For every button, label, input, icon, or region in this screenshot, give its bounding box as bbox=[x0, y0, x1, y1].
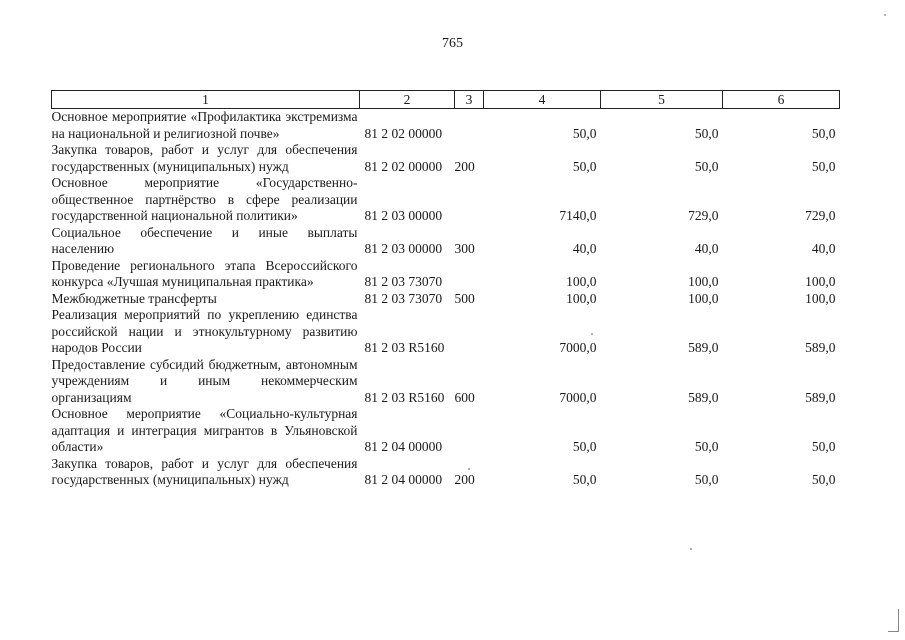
row-code: 81 2 03 R5160 bbox=[364, 340, 445, 355]
row-value-6: 729,0 bbox=[805, 208, 836, 223]
row-value-6: 589,0 bbox=[805, 340, 836, 355]
table-row bbox=[52, 109, 840, 143]
row-name: Предоставление субсидий бюджетным, автономным учреждениям и иным некоммерческим организациям bbox=[51, 356, 358, 405]
row-name: Социальное обеспечение и иные выплаты населению bbox=[51, 224, 358, 256]
page-number: 765 bbox=[442, 36, 463, 51]
row-value-5: 589,0 bbox=[688, 389, 719, 405]
row-value-4: 50,0 bbox=[572, 158, 597, 174]
row-value-5: 589,0 bbox=[688, 340, 719, 355]
header-col-6: 6 bbox=[723, 91, 840, 109]
header-col-2: 2 bbox=[360, 91, 455, 109]
row-expense-type bbox=[455, 175, 484, 225]
row-value-4: 50,0 bbox=[572, 439, 597, 454]
header-col-4: 4 bbox=[484, 91, 601, 109]
row-value-4: 100,0 bbox=[566, 290, 597, 306]
table-row bbox=[52, 142, 840, 175]
scan-edge-mark bbox=[888, 609, 899, 632]
row-name: Основное мероприятие «Профилактика экстремизма на национальной и религиозной почве» bbox=[51, 109, 358, 141]
table-row bbox=[52, 258, 840, 291]
table-body bbox=[52, 109, 840, 489]
header-col-3: 3 bbox=[455, 91, 484, 109]
row-value-4: 7000,0 bbox=[559, 340, 597, 355]
header-col-1: 1 bbox=[52, 91, 360, 109]
row-name: Реализация мероприятий по укреплению единства российской нации и этнокультурному развитию народов России bbox=[51, 307, 358, 355]
row-code: 81 2 02 00000 bbox=[364, 125, 443, 141]
table-row bbox=[52, 456, 840, 489]
table-row bbox=[52, 291, 840, 308]
row-value-6: 40,0 bbox=[811, 241, 836, 256]
table-header bbox=[52, 91, 840, 109]
row-expense-type bbox=[455, 258, 484, 291]
scan-speck bbox=[690, 548, 692, 550]
row-value-6: 100,0 bbox=[805, 290, 836, 306]
row-expense-type: 200 bbox=[454, 158, 475, 174]
row-code: 81 2 03 R5160 bbox=[364, 389, 445, 405]
table-row bbox=[52, 357, 840, 407]
row-expense-type bbox=[455, 109, 484, 143]
row-name: Проведение регионального этапа Всероссийского конкурса «Лучшая муниципальная практика» bbox=[51, 257, 358, 289]
row-code: 81 2 03 00000 bbox=[364, 241, 443, 256]
row-name: Закупка товаров, работ и услуг для обеспечения государственных (муниципальных) нужд bbox=[51, 455, 358, 487]
row-value-4: 50,0 bbox=[572, 472, 597, 487]
table-row bbox=[52, 175, 840, 225]
scan-speck bbox=[591, 333, 593, 335]
row-value-4: 100,0 bbox=[566, 274, 597, 289]
header-row bbox=[52, 91, 840, 109]
row-code: 81 2 04 00000 bbox=[364, 472, 443, 487]
row-value-5: 100,0 bbox=[688, 290, 719, 306]
row-code: 81 2 03 73070 bbox=[364, 290, 443, 306]
row-code: 81 2 02 00000 bbox=[364, 158, 443, 174]
scan-speck bbox=[468, 468, 470, 470]
row-value-4: 7140,0 bbox=[559, 208, 597, 223]
row-expense-type bbox=[455, 307, 484, 357]
row-code: 81 2 04 00000 bbox=[364, 439, 443, 454]
table-row bbox=[52, 225, 840, 258]
row-code: 81 2 03 00000 bbox=[364, 208, 443, 223]
row-name: Основное мероприятие «Государственно-общественное партнёрство в сфере реализации государственной национальной политики» bbox=[51, 175, 358, 223]
row-expense-type bbox=[455, 406, 484, 456]
row-expense-type: 200 bbox=[454, 472, 475, 487]
row-value-6: 100,0 bbox=[805, 274, 836, 289]
row-value-6: 50,0 bbox=[811, 472, 836, 487]
row-value-5: 50,0 bbox=[694, 125, 719, 141]
row-expense-type: 600 bbox=[454, 389, 475, 405]
row-value-5: 50,0 bbox=[694, 158, 719, 174]
row-value-6: 50,0 bbox=[811, 125, 836, 141]
row-value-6: 589,0 bbox=[805, 389, 836, 405]
row-value-6: 50,0 bbox=[811, 439, 836, 454]
budget-table bbox=[51, 90, 840, 489]
row-name: Основное мероприятие «Социально-культурная адаптация и интеграция мигрантов в Ульяновской области» bbox=[51, 406, 358, 454]
table-row bbox=[52, 406, 840, 456]
row-code: 81 2 03 73070 bbox=[364, 274, 443, 289]
row-value-5: 40,0 bbox=[694, 241, 719, 256]
row-value-5: 50,0 bbox=[694, 472, 719, 487]
row-value-5: 50,0 bbox=[694, 439, 719, 454]
row-expense-type: 300 bbox=[454, 241, 475, 256]
row-value-4: 7000,0 bbox=[559, 389, 597, 405]
row-name: Межбюджетные трансферты bbox=[51, 290, 217, 306]
row-value-6: 50,0 bbox=[811, 158, 836, 174]
scan-speck bbox=[884, 14, 886, 16]
row-name: Закупка товаров, работ и услуг для обеспечения государственных (муниципальных) нужд bbox=[51, 142, 358, 174]
row-value-5: 100,0 bbox=[688, 274, 719, 289]
header-col-5: 5 bbox=[601, 91, 723, 109]
table-row bbox=[52, 307, 840, 357]
row-expense-type: 500 bbox=[454, 290, 475, 306]
row-value-4: 50,0 bbox=[572, 125, 597, 141]
row-value-5: 729,0 bbox=[688, 208, 719, 223]
row-value-4: 40,0 bbox=[572, 241, 597, 256]
